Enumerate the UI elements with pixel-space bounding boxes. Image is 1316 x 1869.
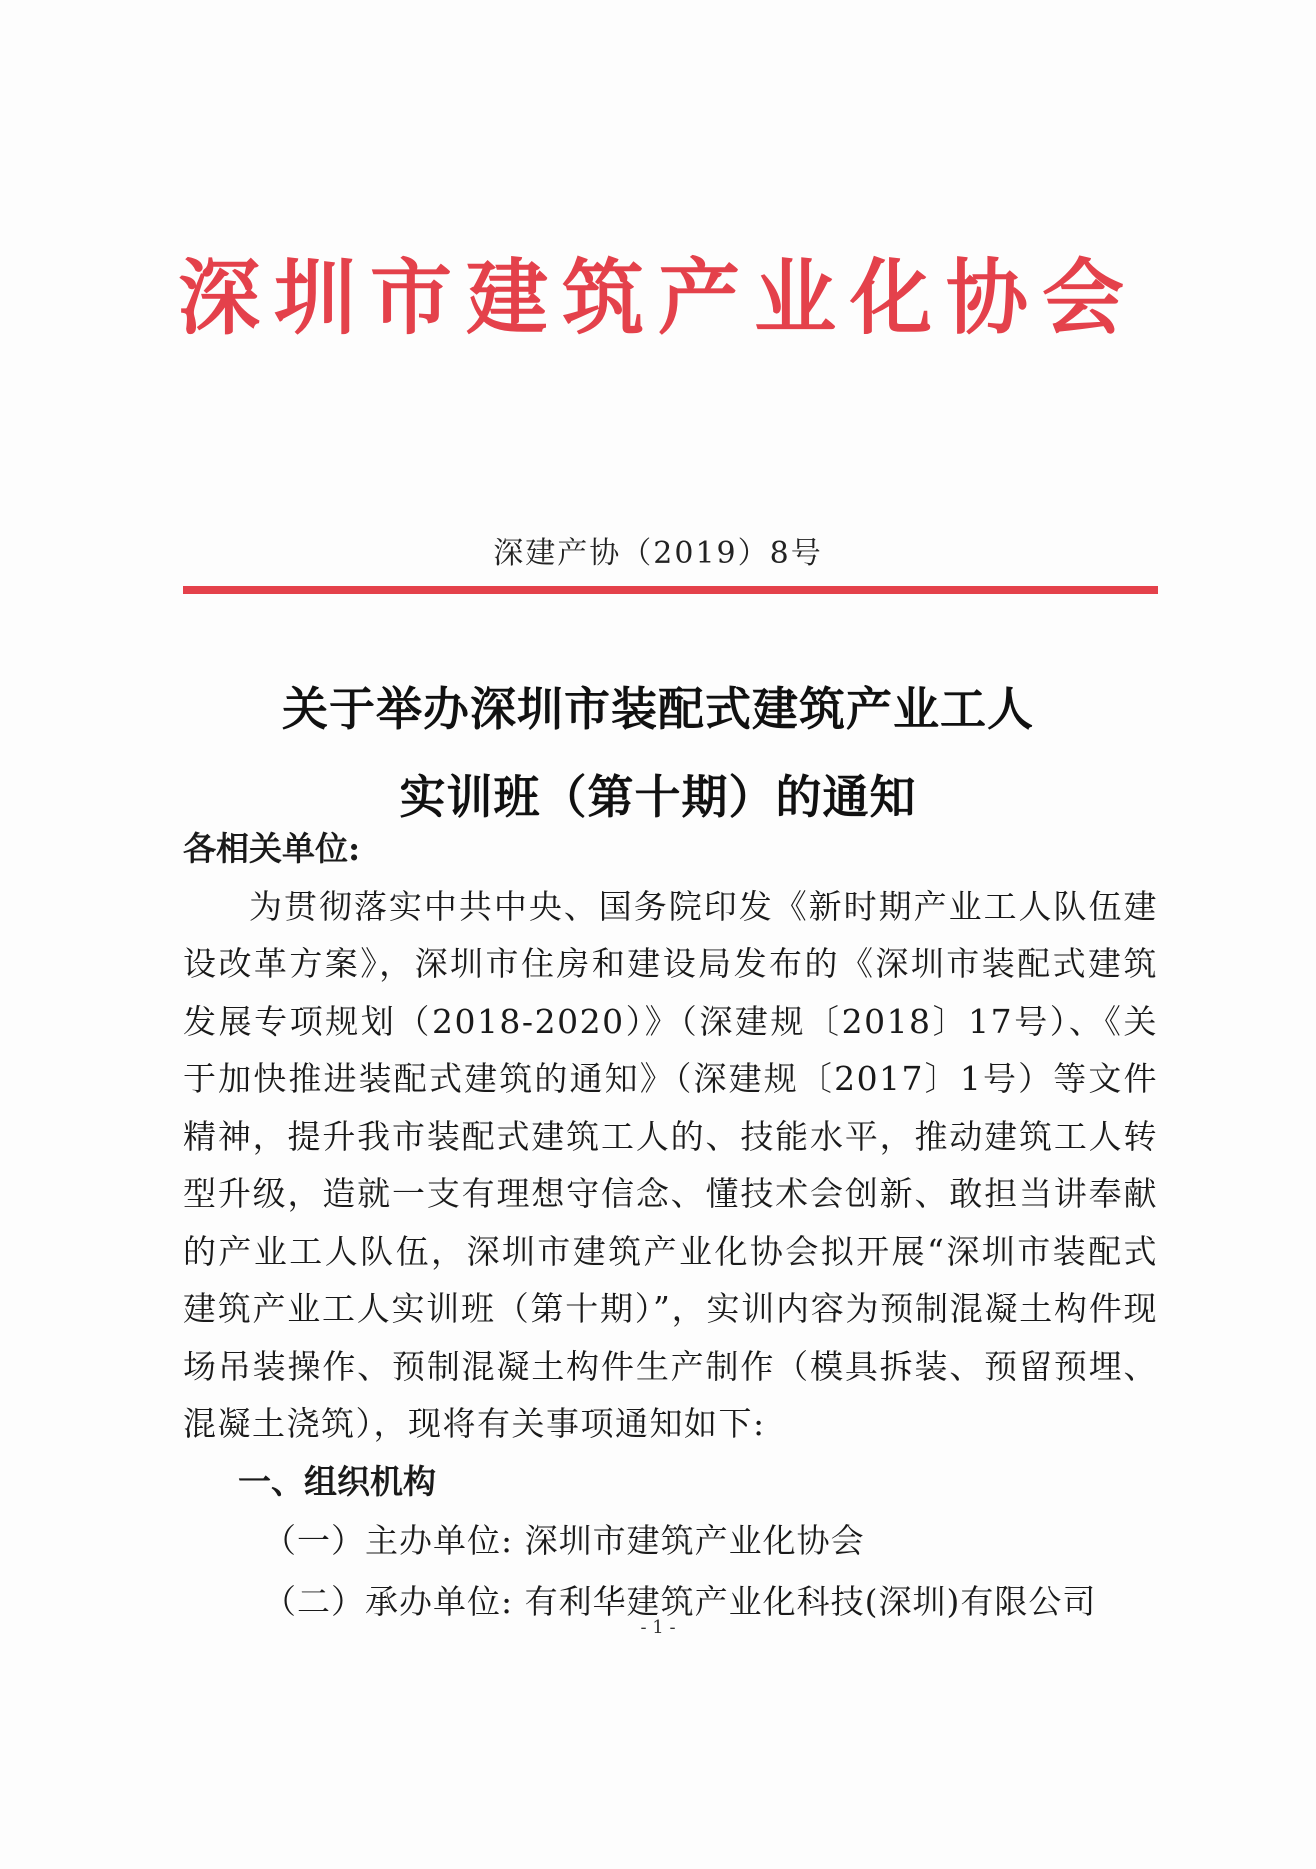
section-heading-organization: 一、组织机构	[238, 1461, 436, 1501]
document-title-line-2: 实训班（第十期）的通知	[399, 770, 917, 824]
page-number: - 1 -	[640, 1617, 676, 1638]
organization-name-header: 深圳市建筑产业化协会	[177, 250, 1138, 346]
list-item-host: （一）主办单位: 深圳市建筑产业化协会	[263, 1521, 865, 1560]
list-item-organizer: （二）承办单位: 有利华建筑产业化科技(深圳)有限公司	[263, 1582, 1097, 1621]
document-number: 深建产协（2019）8号	[493, 536, 823, 571]
salutation: 各相关单位:	[183, 829, 361, 868]
document-body	[183, 820, 1158, 1632]
body-paragraph: 为贯彻落实中共中央、国务院印发《新时期产业工人队伍建设改革方案》，深圳市住房和建设局发布的《深圳市装配式建筑发展专项规划（2018-2020）》（深建规〔2018〕17号）、《关于加快推进装配式建筑的通知》（深建规〔2017〕1号）等文件精神，提升我市装配式建筑工人的、技能水平，推动建筑工人转型升级，造就一支有理想守信念、懂技术会创新、敢担当讲奉献的产业工人队伍，深圳市建筑产业化协会拟开展“深圳市装配式建筑产业工人实训班（第十期）”，实训内容为预制混凝土构件现场吊装操作、预制混凝土构件生产制作（模具拆装、预留预埋、混凝土浇筑），现将有关事项通知如下:	[183, 886, 1158, 1443]
red-divider-rule	[183, 586, 1158, 594]
document-title-line-1: 关于举办深圳市装配式建筑产业工人	[282, 682, 1034, 736]
document-title	[0, 665, 1316, 841]
